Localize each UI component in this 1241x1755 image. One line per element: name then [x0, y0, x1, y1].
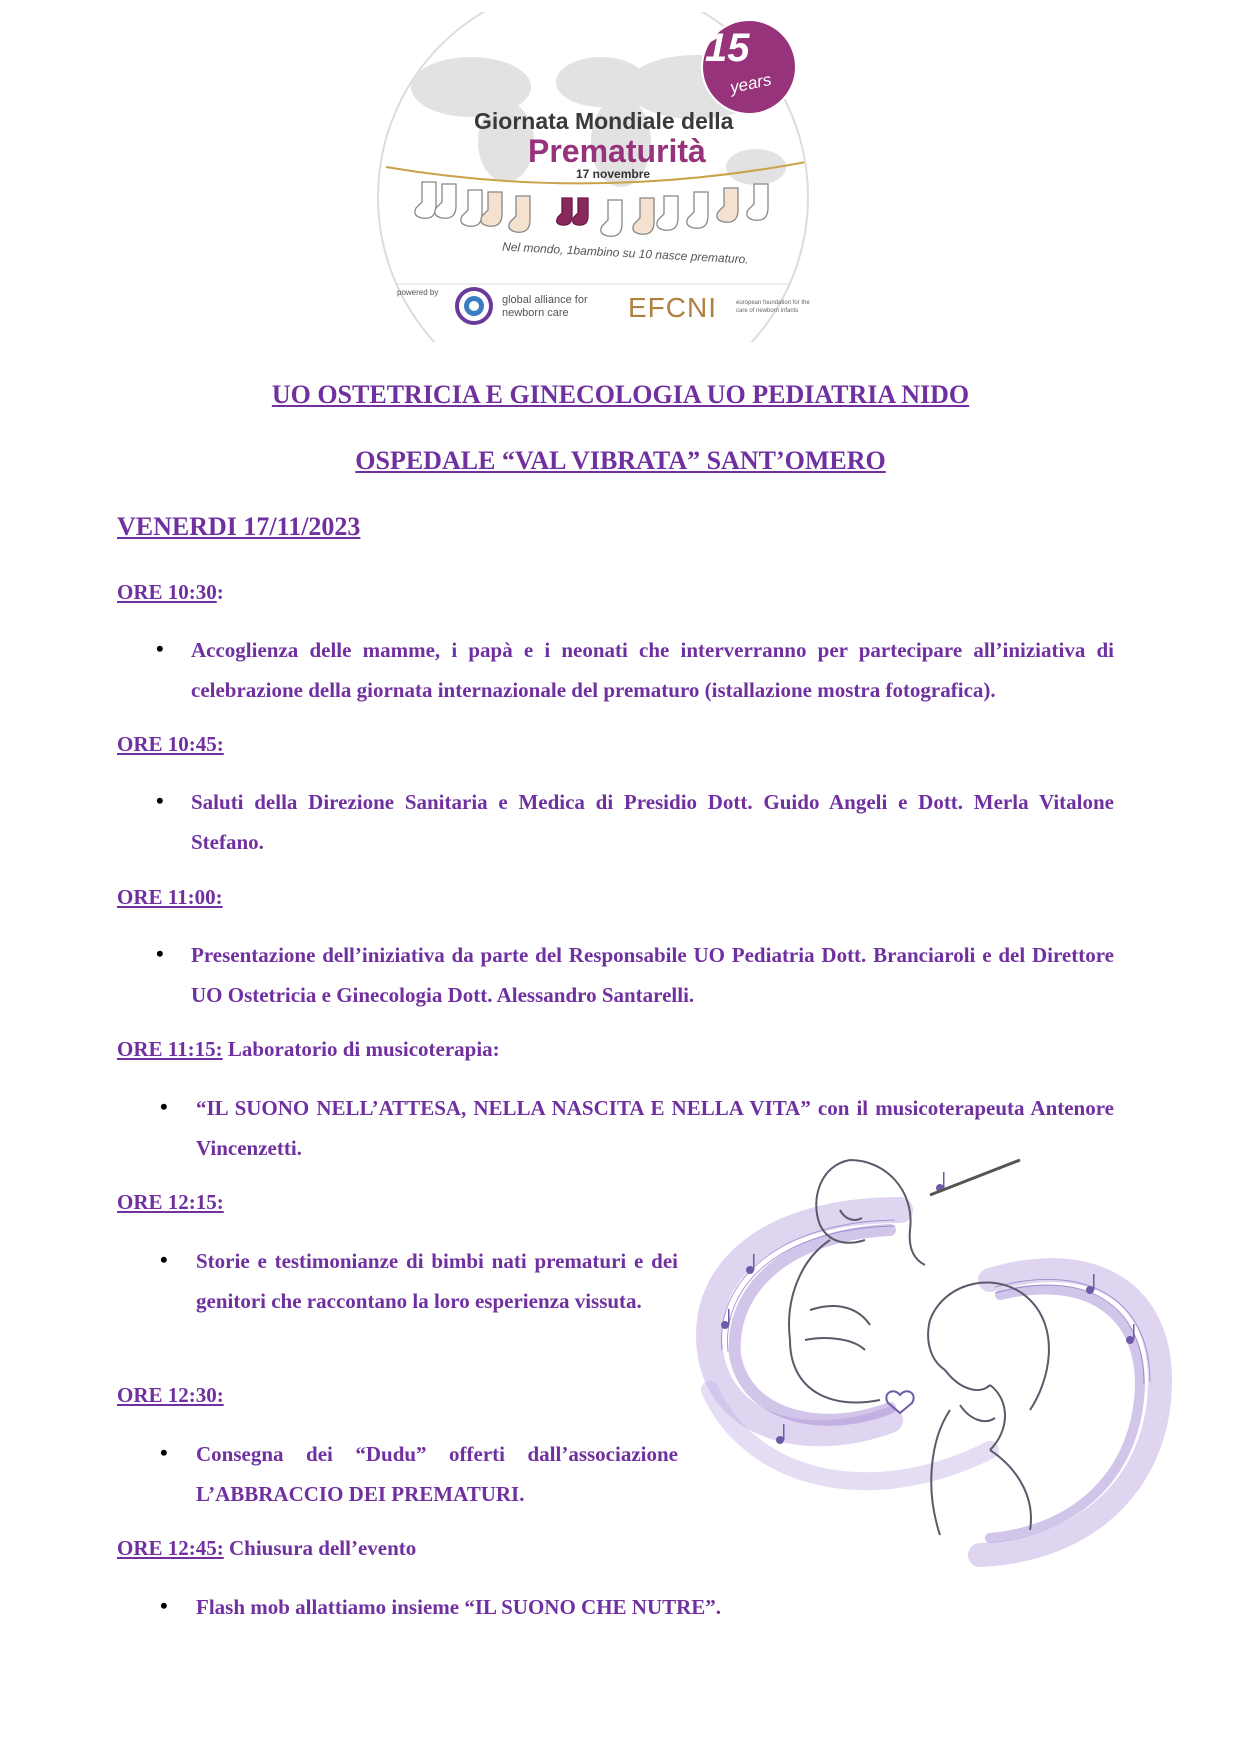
time-slot-1115	[117, 1037, 500, 1062]
time-label: ORE 12:15:	[117, 1190, 224, 1214]
time-label: ORE 12:30:	[117, 1383, 224, 1407]
logo-partner-gfcni: global alliance for newborn care	[502, 294, 588, 319]
program-item-1030: Accoglienza delle mamme, i papà e i neonati che interverranno per partecipare all’iniziativa di celebrazione della giornata internazionale del prematuro (istallazione mostra fotografica).	[191, 638, 1114, 702]
bullet-icon: •	[156, 636, 164, 661]
time-label: ORE 10:45:	[117, 732, 224, 756]
logo-title-line1: Giornata Mondiale della	[474, 108, 734, 134]
bullet-icon: •	[156, 788, 164, 813]
time-slot-1045	[117, 732, 224, 757]
bullet-icon: •	[160, 1440, 168, 1465]
heading-hospital: OSPEDALE “VAL VIBRATA” SANT’OMERO	[355, 446, 886, 475]
time-slot-1245	[117, 1536, 416, 1561]
logo-date: 17 novembre	[576, 167, 651, 181]
logo-powered-by: powered by	[397, 288, 439, 297]
heading-departments: UO OSTETRICIA E GINECOLOGIA UO PEDIATRIA NIDO	[271, 380, 970, 409]
time-label: ORE 10:30	[117, 580, 217, 604]
time-description: Laboratorio di musicoterapia:	[222, 1037, 500, 1061]
time-label: ORE 11:00:	[117, 885, 223, 909]
logo-tagline: Nel mondo, 1bambino su 10 nasce prematuro.	[501, 239, 750, 267]
event-logo	[376, 12, 866, 342]
program-item-1100: Presentazione dell’iniziativa da parte del Responsabile UO Pediatria Dott. Branciaroli e del Direttore UO Ostetricia e Ginecologia Dott. Alessandro Santarelli.	[191, 943, 1114, 1007]
event-date: VENERDI 17/11/2023	[117, 512, 361, 541]
bullet-icon: •	[160, 1593, 168, 1618]
bullet-icon: •	[156, 941, 164, 966]
time-label: ORE 12:45:	[117, 1536, 224, 1560]
time-slot-1100	[117, 885, 223, 910]
program-item-1245: Flash mob allattiamo insieme “IL SUONO CHE NUTRE”.	[196, 1595, 722, 1619]
time-slot-1215	[117, 1190, 224, 1215]
logo-title-line2: Prematurità	[528, 133, 706, 169]
program-item-1230: Consegna dei “Dudu” offerti dall’associazione L’ABBRACCIO DEI PREMATURI.	[196, 1442, 678, 1506]
bullet-icon: •	[160, 1094, 168, 1119]
program-item-1215: Storie e testimonianze di bimbi nati prematuri e dei genitori che raccontano la loro esperienza vissuta.	[196, 1249, 678, 1313]
badge-years: years	[728, 69, 773, 98]
time-description: Chiusura dell’evento	[223, 1536, 417, 1560]
badge-number: 15	[705, 26, 750, 70]
time-slot-1230	[117, 1383, 224, 1408]
logo-partner-efcni: EFCNI	[628, 292, 717, 323]
logo-partner-efcni-subtitle: european foundation for the care of newborn infants	[736, 300, 810, 314]
mother-and-baby-illustration	[690, 1150, 1175, 1580]
time-slot-1030	[117, 580, 224, 605]
bullet-icon: •	[160, 1247, 168, 1272]
time-suffix: :	[216, 580, 224, 604]
program-item-1115: “IL SUONO NELL’ATTESA, NELLA NASCITA E NELLA VITA” con il musicoterapeuta Antenore Vincenzetti.	[196, 1096, 1114, 1160]
program-item-1045: Saluti della Direzione Sanitaria e Medica di Presidio Dott. Guido Angeli e Dott. Merla Vitalone Stefano.	[191, 790, 1114, 854]
time-label: ORE 11:15:	[117, 1037, 223, 1061]
